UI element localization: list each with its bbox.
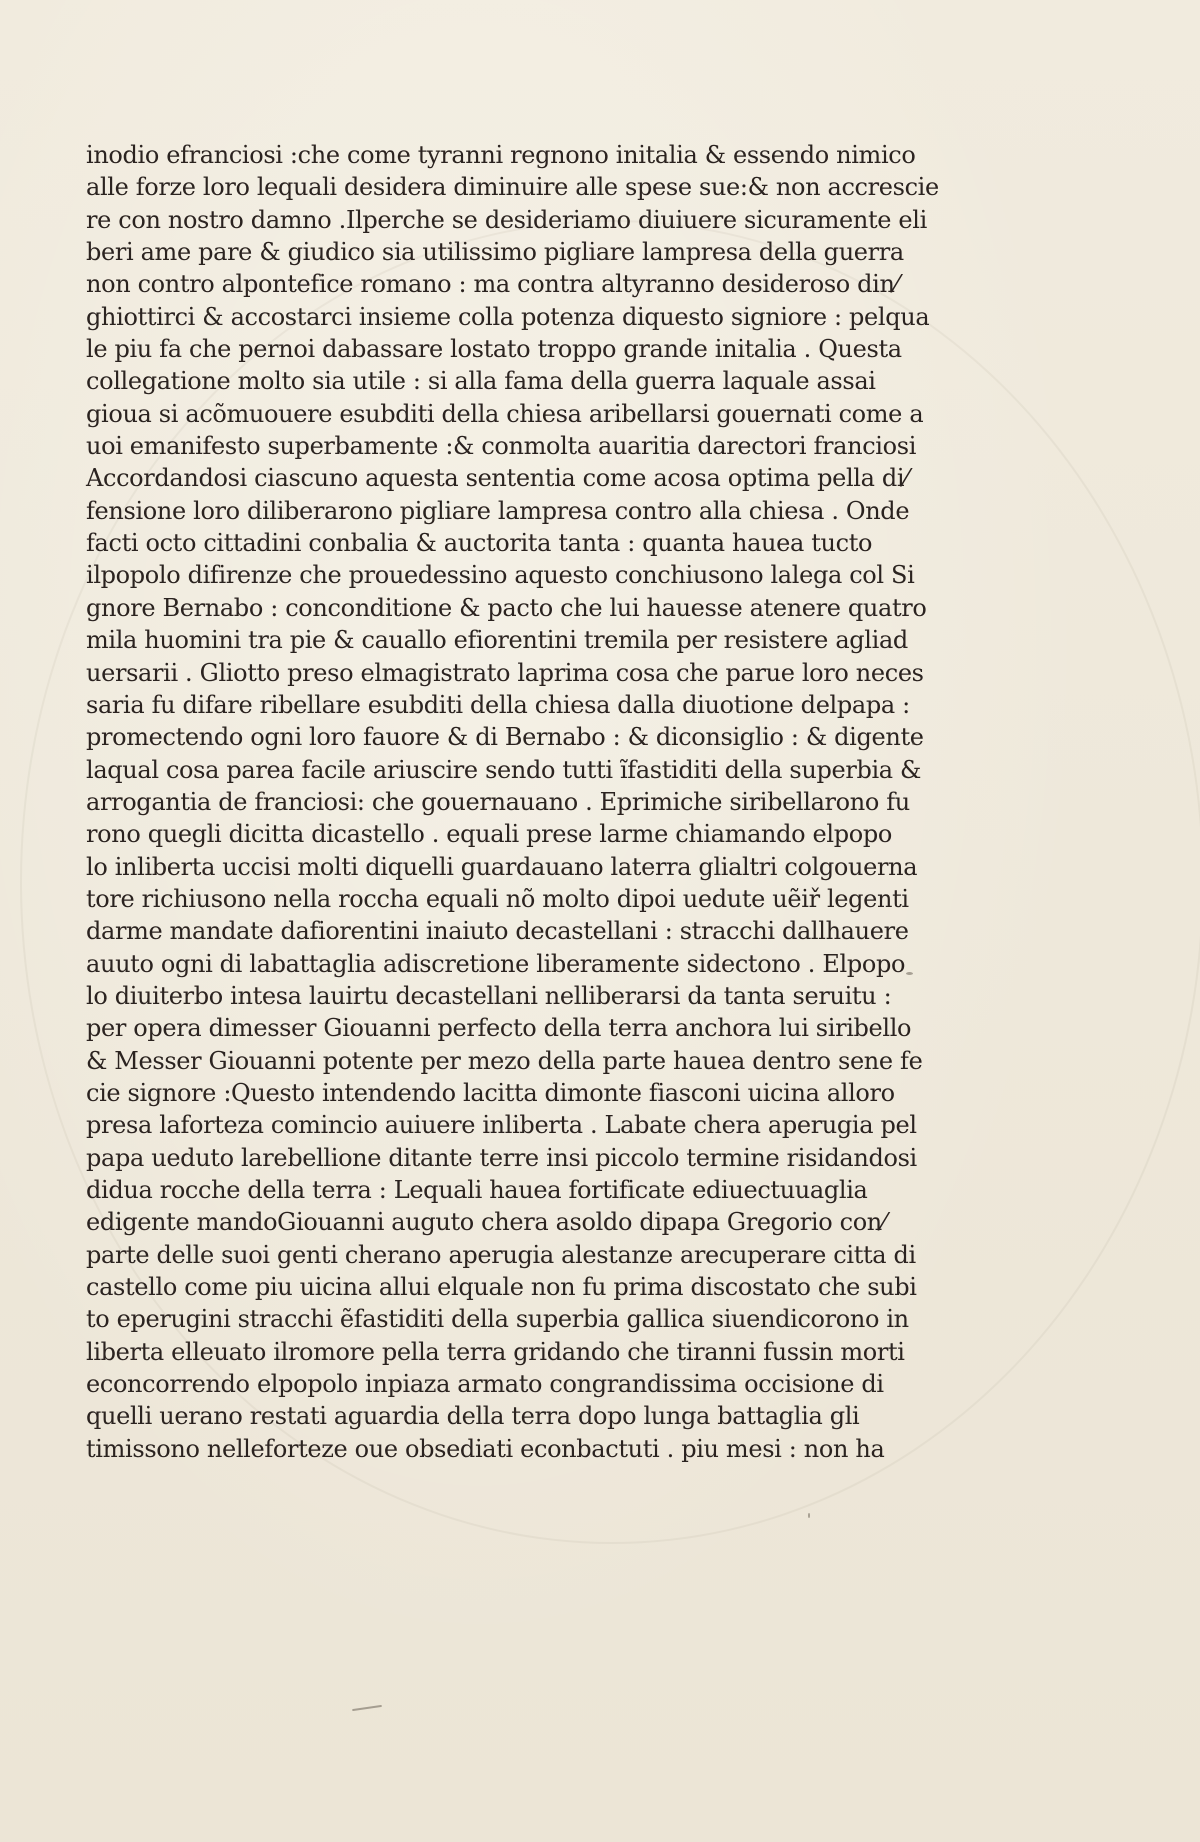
text-line: econcorrendo elpopolo inpiaza armato congrandissima occisione di xyxy=(86,1370,884,1399)
text-line: didua rocche della terra : Lequali hauea fortificate ediuectuuaglia xyxy=(86,1176,868,1204)
text-line: arrogantia de franciosi: che gouernauano . Eprimiche siribellarono fu xyxy=(86,787,910,816)
text-line: Accordandosi ciascuno aquesta sententia come acosa optima pella di⁄ xyxy=(86,464,908,493)
text-line: uersarii . Gliotto preso elmagistrato laprima cosa che parue loro neces xyxy=(86,658,924,687)
text-line: fensione loro diliberarono pigliare lampresa contro alla chiesa . Onde xyxy=(86,496,910,525)
text-line: to eperugini stracchi ẽfastiditi della superbia gallica siuendicorono in xyxy=(86,1305,909,1334)
text-line: le piu fa che pernoi dabassare lostato troppo grande initalia . Questa xyxy=(86,335,902,364)
text-line: gnore Bernabo : conconditione & pacto che lui hauesse atenere quatro xyxy=(86,593,927,622)
text-line: collegatione molto sia utile : si alla fama della guerra laquale assai xyxy=(86,367,876,396)
text-line: laqual cosa parea facile ariuscire sendo tutti ĩfastiditi della superbia & xyxy=(86,755,922,784)
paper-speck xyxy=(912,742,915,745)
text-line: promectendo ogni loro fauore & di Bernabo : & diconsiglio : & digente xyxy=(86,723,924,752)
text-line: ilpopolo difirenze che prouedessino aquesto conchiusono lalega col Si xyxy=(86,561,915,590)
text-line: edigente mandoGiouanni auguto chera asoldo dipapa Gregorio con⁄ xyxy=(86,1208,886,1237)
text-line: non contro alpontefice romano : ma contra altyranno desideroso din⁄ xyxy=(86,270,899,299)
paper-speck xyxy=(808,1513,810,1518)
text-line: darme mandate dafiorentini inaiuto decastellani : stracchi dallhauere xyxy=(86,917,909,946)
paper-speck xyxy=(352,1705,382,1711)
text-line: tore richiusono nella roccha equali nõ molto dipoi uedute uẽiř legenti xyxy=(86,884,909,913)
text-line: timissono nelleforteze oue obsediati econbactuti . piu mesi : non ha xyxy=(86,1434,885,1463)
text-line: presa laforteza comincio auiuere inliberta . Labate chera aperugia pel xyxy=(86,1111,917,1140)
text-line: rono quegli dicitta dicastello . equali prese larme chiamando elpopo xyxy=(86,820,892,849)
text-line: inodio efranciosi :che come tyranni regnono initalia & essendo nimico xyxy=(86,141,916,169)
text-line: alle forze loro lequali desidera diminuire alle spese sue:& non accrescie xyxy=(86,173,939,202)
text-line: parte delle suoi genti cherano aperugia alestanze arecuperare citta di xyxy=(86,1240,916,1269)
text-line: per opera dimesser Giouanni perfecto della terra anchora lui siribello xyxy=(86,1014,912,1043)
text-line: lo diuiterbo intesa lauirtu decastellani nelliberarsi da tanta seruitu : xyxy=(86,981,892,1010)
text-line: cie signore :Questo intendendo lacitta dimonte fiasconi uicina alloro xyxy=(86,1078,895,1107)
text-line: quelli uerano restati aguardia della terra dopo lunga battaglia gli xyxy=(86,1402,860,1431)
text-line: gioua si acõmuouere esubditi della chiesa aribellarsi gouernati come a xyxy=(86,399,924,428)
paper-speck xyxy=(906,972,913,975)
text-line: liberta elleuato ilromore pella terra gridando che tiranni fussin morti xyxy=(86,1337,905,1366)
text-line: papa ueduto larebellione ditante terre insi piccolo termine risidandosi xyxy=(86,1143,917,1172)
text-line: lo inliberta uccisi molti diquelli guardauano laterra glialtri colgouerna xyxy=(86,852,918,881)
text-line: re con nostro damno .Ilperche se desideriamo diuiuere sicuramente eli xyxy=(86,205,927,234)
text-line: uoi emanifesto superbamente :& conmolta auaritia darectori franciosi xyxy=(86,432,917,461)
text-line: saria fu difare ribellare esubditi della chiesa dalla diuotione delpapa : xyxy=(86,690,910,719)
text-line: auuto ogni di labattaglia adiscretione liberamente sidectono . Elpopo xyxy=(86,949,906,978)
text-line: castello come piu uicina allui elquale non fu prima discostato che subi xyxy=(86,1273,917,1302)
text-line: beri ame pare & giudico sia utilissimo pigliare lampresa della guerra xyxy=(86,238,904,267)
text-line: & Messer Giouanni potente per mezo della parte hauea dentro sene fe xyxy=(86,1046,923,1075)
text-line: facti octo cittadini conbalia & auctorita tanta : quanta hauea tucto xyxy=(86,529,873,558)
text-line: mila huomini tra pie & cauallo efiorentini tremila per resistere agliad xyxy=(86,626,908,655)
text-line: ghiottirci & accostarci insieme colla potenza diquesto signiore : pelqua xyxy=(86,302,930,331)
body-text xyxy=(86,139,939,1465)
